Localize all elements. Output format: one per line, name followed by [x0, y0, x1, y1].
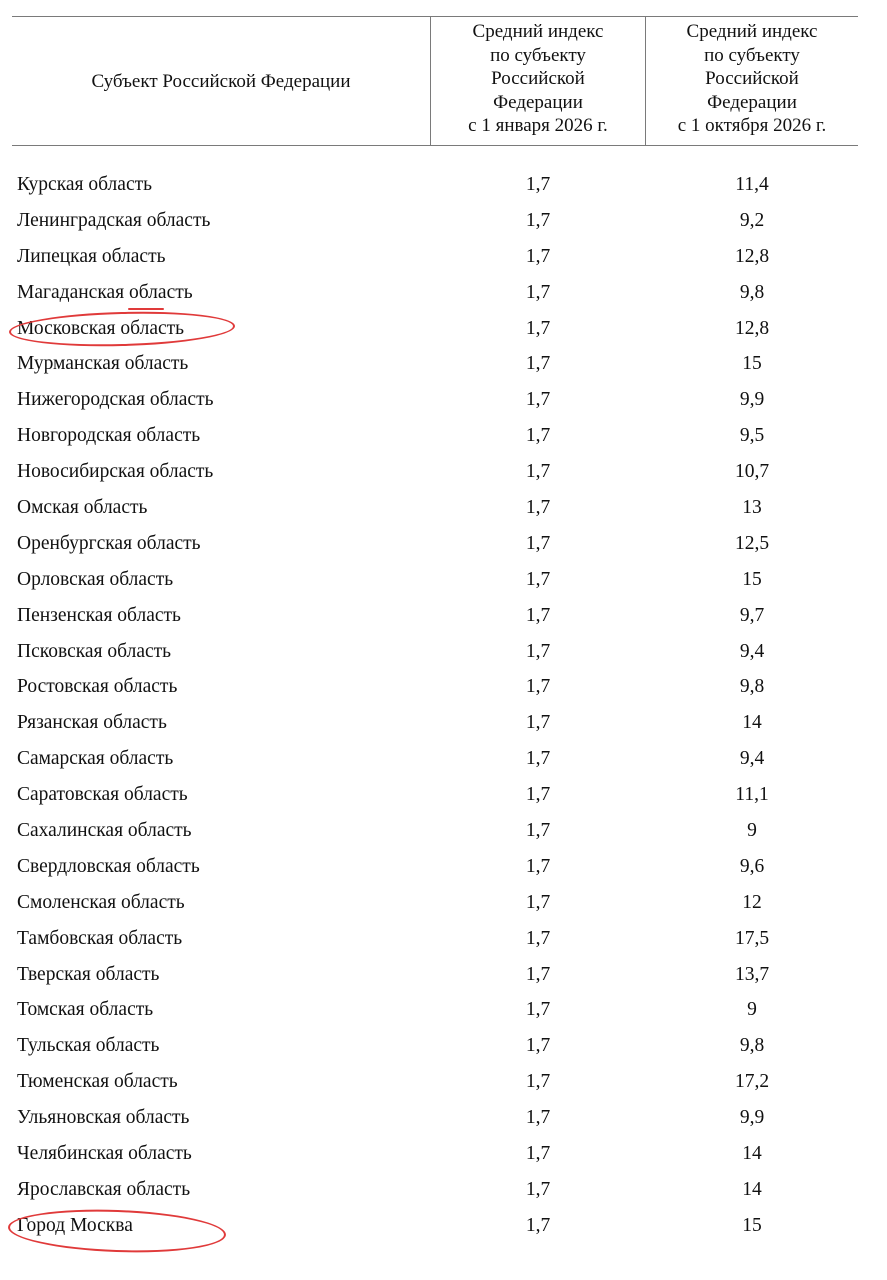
table-row	[0, 418, 887, 454]
row-index-oct: 10,7	[734, 461, 770, 483]
row-index-oct: 13	[742, 497, 762, 519]
row-index-oct: 9,4	[739, 748, 765, 770]
row-subject-name: Рязанская область	[17, 712, 167, 734]
row-index-oct: 9	[747, 820, 757, 842]
header-subject: Субъект Российской Федерации	[91, 71, 351, 92]
table-row	[0, 454, 887, 490]
row-subject-name: Московская область	[17, 317, 185, 339]
table-row	[0, 705, 887, 741]
header-bottom-rule	[12, 145, 858, 146]
table-row	[0, 562, 887, 598]
row-index-oct: 9,8	[739, 281, 765, 303]
row-subject-name: Ростовская область	[17, 676, 178, 698]
row-index-jan: 1,7	[525, 855, 551, 877]
table-row	[0, 813, 887, 849]
header-index-oct: Средний индекс по субъекту Российской Федерации с 1 октября 2026 г.	[677, 21, 827, 136]
row-index-jan: 1,7	[525, 209, 551, 231]
row-index-oct: 13,7	[734, 963, 770, 985]
row-index-oct: 11,4	[735, 174, 769, 195]
row-subject-name: Свердловская область	[17, 855, 200, 877]
row-index-jan: 1,7	[525, 1071, 551, 1093]
row-index-jan: 1,7	[525, 1178, 551, 1200]
row-index-oct: 17,2	[734, 1071, 770, 1093]
header-index-jan: Средний индекс по субъекту Российской Федерации с 1 января 2026 г.	[468, 21, 608, 136]
row-index-jan: 1,7	[525, 389, 551, 411]
row-subject-name: Тверская область	[17, 963, 160, 985]
row-index-oct: 12	[742, 891, 762, 913]
row-index-oct: 9,7	[739, 604, 765, 626]
table-row	[0, 598, 887, 634]
table-row	[0, 275, 887, 311]
row-subject-name: Пензенская область	[17, 604, 181, 626]
row-subject-name: Ленинградская область	[17, 209, 211, 231]
table-row	[0, 167, 887, 203]
row-index-jan: 1,7	[525, 461, 551, 483]
row-subject-name: Смоленская область	[17, 891, 185, 913]
row-index-jan: 1,7	[525, 1214, 551, 1236]
row-index-jan: 1,7	[525, 281, 551, 303]
row-subject-name: Орловская область	[17, 568, 174, 590]
row-index-jan: 1,7	[525, 174, 551, 195]
row-index-oct: 12,8	[734, 317, 770, 339]
row-index-jan: 1,7	[525, 353, 551, 375]
row-subject-name: Челябинская область	[17, 1143, 192, 1165]
row-index-jan: 1,7	[525, 999, 551, 1021]
table-row	[0, 526, 887, 562]
row-subject-name: Новосибирская область	[17, 461, 214, 483]
row-index-jan: 1,7	[525, 963, 551, 985]
row-index-jan: 1,7	[525, 245, 551, 267]
row-index-oct: 17,5	[734, 927, 770, 949]
row-index-oct: 9,4	[739, 640, 765, 662]
row-index-jan: 1,7	[525, 820, 551, 842]
row-index-jan: 1,7	[525, 891, 551, 913]
row-index-oct: 9	[747, 999, 757, 1021]
row-subject-name: Сахалинская область	[17, 820, 192, 842]
table-row	[0, 490, 887, 526]
row-subject-name: Омская область	[17, 497, 148, 519]
table-row	[0, 777, 887, 813]
row-subject-name: Ульяновская область	[17, 1107, 190, 1129]
row-index-oct: 9,2	[739, 209, 765, 231]
row-subject-name: Курская область	[17, 174, 153, 195]
row-subject-name: Нижегородская область	[17, 389, 214, 411]
row-subject-name: Самарская область	[17, 748, 174, 770]
row-index-oct: 14	[742, 1143, 762, 1165]
table-row	[0, 1100, 887, 1136]
row-index-jan: 1,7	[525, 604, 551, 626]
row-index-oct: 14	[742, 712, 762, 734]
row-index-oct: 12,5	[734, 532, 770, 554]
table-top-rule	[12, 16, 858, 17]
table-row	[0, 849, 887, 885]
table-row	[0, 203, 887, 239]
row-subject-name: Тульская область	[17, 1035, 160, 1057]
row-index-oct: 9,9	[739, 1107, 765, 1129]
table-row	[0, 921, 887, 957]
table-row	[0, 992, 887, 1028]
row-subject-name: Томская область	[17, 999, 154, 1021]
row-index-jan: 1,7	[525, 1107, 551, 1129]
row-index-jan: 1,7	[525, 568, 551, 590]
row-subject-name: Саратовская область	[17, 784, 188, 806]
table-row	[0, 1136, 887, 1172]
row-index-jan: 1,7	[525, 1035, 551, 1057]
table-row	[0, 741, 887, 777]
row-index-jan: 1,7	[525, 532, 551, 554]
row-index-oct: 9,6	[739, 855, 765, 877]
row-index-oct: 15	[742, 568, 762, 590]
row-index-jan: 1,7	[525, 425, 551, 447]
row-subject-name: Псковская область	[17, 640, 172, 662]
table-row	[0, 669, 887, 705]
table-row	[0, 1172, 887, 1208]
row-subject-name: Ярославская область	[17, 1178, 191, 1200]
row-index-jan: 1,7	[525, 748, 551, 770]
row-subject-name: Магаданская область	[17, 281, 193, 303]
table-row	[0, 239, 887, 275]
red-underline-mark	[128, 308, 164, 310]
table-row	[0, 957, 887, 993]
row-subject-name: Мурманская область	[17, 353, 189, 375]
row-index-oct: 11,1	[735, 784, 769, 806]
table-row	[0, 634, 887, 670]
row-subject-name: Оренбургская область	[17, 532, 201, 554]
row-index-oct: 14	[742, 1178, 762, 1200]
row-index-oct: 9,5	[739, 425, 765, 447]
row-index-jan: 1,7	[525, 927, 551, 949]
row-index-oct: 12,8	[734, 245, 770, 267]
row-subject-name: Тюменская область	[17, 1071, 178, 1093]
table-row	[0, 1064, 887, 1100]
table-row	[0, 346, 887, 382]
row-index-oct: 9,8	[739, 1035, 765, 1057]
row-index-jan: 1,7	[525, 497, 551, 519]
row-subject-name: Новгородская область	[17, 425, 201, 447]
table-row	[0, 1028, 887, 1064]
row-index-oct: 9,8	[739, 676, 765, 698]
row-index-oct: 15	[742, 1214, 762, 1236]
row-index-oct: 9,9	[739, 389, 765, 411]
table-row	[0, 382, 887, 418]
row-subject-name: Тамбовская область	[17, 927, 183, 949]
row-subject-name: Липецкая область	[17, 245, 166, 267]
row-index-jan: 1,7	[525, 676, 551, 698]
row-index-jan: 1,7	[525, 712, 551, 734]
row-index-jan: 1,7	[525, 317, 551, 339]
row-index-oct: 15	[742, 353, 762, 375]
row-index-jan: 1,7	[525, 640, 551, 662]
row-subject-name: Город Москва	[17, 1214, 133, 1236]
table-row	[0, 885, 887, 921]
row-index-jan: 1,7	[525, 784, 551, 806]
row-index-jan: 1,7	[525, 1143, 551, 1165]
